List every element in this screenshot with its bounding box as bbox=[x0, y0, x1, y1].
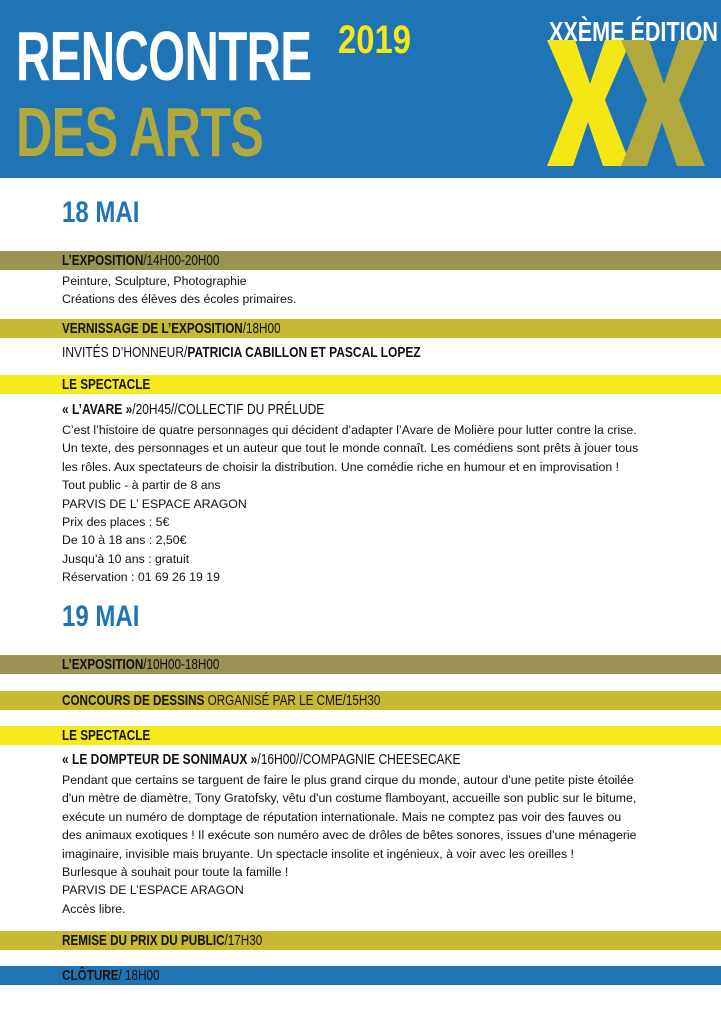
text-line: Accès libre. bbox=[62, 901, 126, 916]
text-line: Burlesque à souhait pour toute la famille ! bbox=[62, 865, 289, 880]
text-line: PARVIS DE L’ ESPACE ARAGON bbox=[62, 496, 247, 511]
spectacle-1-text bbox=[62, 421, 672, 587]
prix-time: /17H30 bbox=[224, 932, 263, 949]
text-line: Tout public - à partir de 8 ans bbox=[62, 478, 221, 493]
text-line: exécute un numéro de domptage de réputation internationale. Mais ne comptez pas voir des fauves ou bbox=[62, 809, 622, 824]
text-line: C’est l’histoire de quatre personnages qui décident d’adapter l’Avare de Molière pour lutter contre la crise. bbox=[62, 423, 637, 437]
concours-title: CONCOURS DE DESSINS bbox=[62, 692, 205, 709]
guests-label: INVITÉS D’HONNEUR/ bbox=[62, 344, 188, 361]
show-info: /20H45//COLLECTIF DU PRÉLUDE bbox=[132, 401, 325, 418]
show-title: « L’AVARE » bbox=[62, 401, 133, 418]
guests-line bbox=[62, 344, 421, 361]
text-line: De 10 à 18 ans : 2,50€ bbox=[62, 533, 187, 548]
vernissage-title: VERNISSAGE DE L’EXPOSITION bbox=[62, 320, 243, 337]
exposition-time: /10H00-18H00 bbox=[143, 656, 220, 673]
date-day-1: 18 MAI bbox=[62, 196, 140, 229]
title-line-2: DES ARTS bbox=[16, 93, 264, 171]
text-line: PARVIS DE L’ESPACE ARAGON bbox=[62, 883, 244, 898]
section-spectacle-2 bbox=[0, 726, 721, 745]
vernissage-time: /18H00 bbox=[242, 320, 281, 337]
section-concours bbox=[0, 691, 721, 710]
title-line-1: RENCONTRE bbox=[16, 17, 312, 95]
text-line: Pendant que certains se targuent de faire le plus grand cirque du monde, autour d'une petite piste étoilée bbox=[62, 773, 634, 787]
exposition-title: L’EXPOSITION bbox=[62, 252, 144, 269]
show-heading-1 bbox=[62, 401, 324, 418]
guests-names: PATRICIA CABILLON ET PASCAL LOPEZ bbox=[187, 344, 421, 361]
section-cloture bbox=[0, 966, 721, 985]
text-line: imaginaire, invisible mais bruyante. Un spectacle insolite et ingénieux, à voir avec les oreilles ! bbox=[62, 846, 574, 861]
exposition-time: /14H00-20H00 bbox=[143, 252, 220, 269]
exposition-1-text bbox=[62, 272, 672, 309]
text-line: d'un mètre de diamètre, Tony Gratofsky, vêtu d'un costume flamboyant, accueille son public sur le bitume, bbox=[62, 791, 637, 806]
spectacle-title: LE SPECTACLE bbox=[62, 727, 151, 744]
section-exposition-1 bbox=[0, 251, 721, 270]
date-day-2: 19 MAI bbox=[62, 600, 140, 633]
header-banner bbox=[0, 0, 721, 178]
prix-title: REMISE DU PRIX DU PUBLIC bbox=[62, 932, 225, 949]
show-title: « LE DOMPTEUR DE SONIMAUX » bbox=[62, 751, 258, 768]
spectacle-title: LE SPECTACLE bbox=[62, 376, 151, 393]
text-line: des animaux exotiques ! Il exécute son numéro avec de drôles de bêtes sonores, issues d'une ménagerie bbox=[62, 828, 637, 843]
section-exposition-2 bbox=[0, 655, 721, 674]
spectacle-2-text bbox=[62, 771, 672, 918]
roman-numeral-xx bbox=[545, 38, 705, 168]
text-line: Jusqu’à 10 ans : gratuit bbox=[62, 551, 190, 566]
text-line: Peinture, Sculpture, Photographie bbox=[62, 274, 247, 288]
show-info: /16H00//COMPAGNIE CHEESECAKE bbox=[257, 751, 461, 768]
cloture-time: / 18H00 bbox=[118, 967, 160, 984]
text-line: Créations des élèves des écoles primaires. bbox=[62, 292, 297, 307]
text-line: Prix des places : 5€ bbox=[62, 515, 170, 530]
concours-info: ORGANISÉ PAR LE CME/15H30 bbox=[204, 692, 381, 709]
text-line: les rôles. Aux spectateurs de choisir la distribution. Une comédie riche en humour et en improvisation ! bbox=[62, 459, 620, 474]
text-line: Un texte, des personnages et un auteur que tout le monde connaît. Les comédiens sont prêts à jouer tous bbox=[62, 441, 639, 456]
edition-label: XXÈME ÉDITION bbox=[549, 16, 718, 47]
section-vernissage bbox=[0, 319, 721, 338]
section-prix-public bbox=[0, 931, 721, 950]
section-spectacle-1 bbox=[0, 375, 721, 394]
text-line: Réservation : 01 69 26 19 19 bbox=[62, 570, 220, 585]
year: 2019 bbox=[338, 18, 411, 62]
cloture-title: CLÔTURE bbox=[62, 967, 119, 984]
show-heading-2 bbox=[62, 751, 461, 768]
exposition-title: L’EXPOSITION bbox=[62, 656, 144, 673]
